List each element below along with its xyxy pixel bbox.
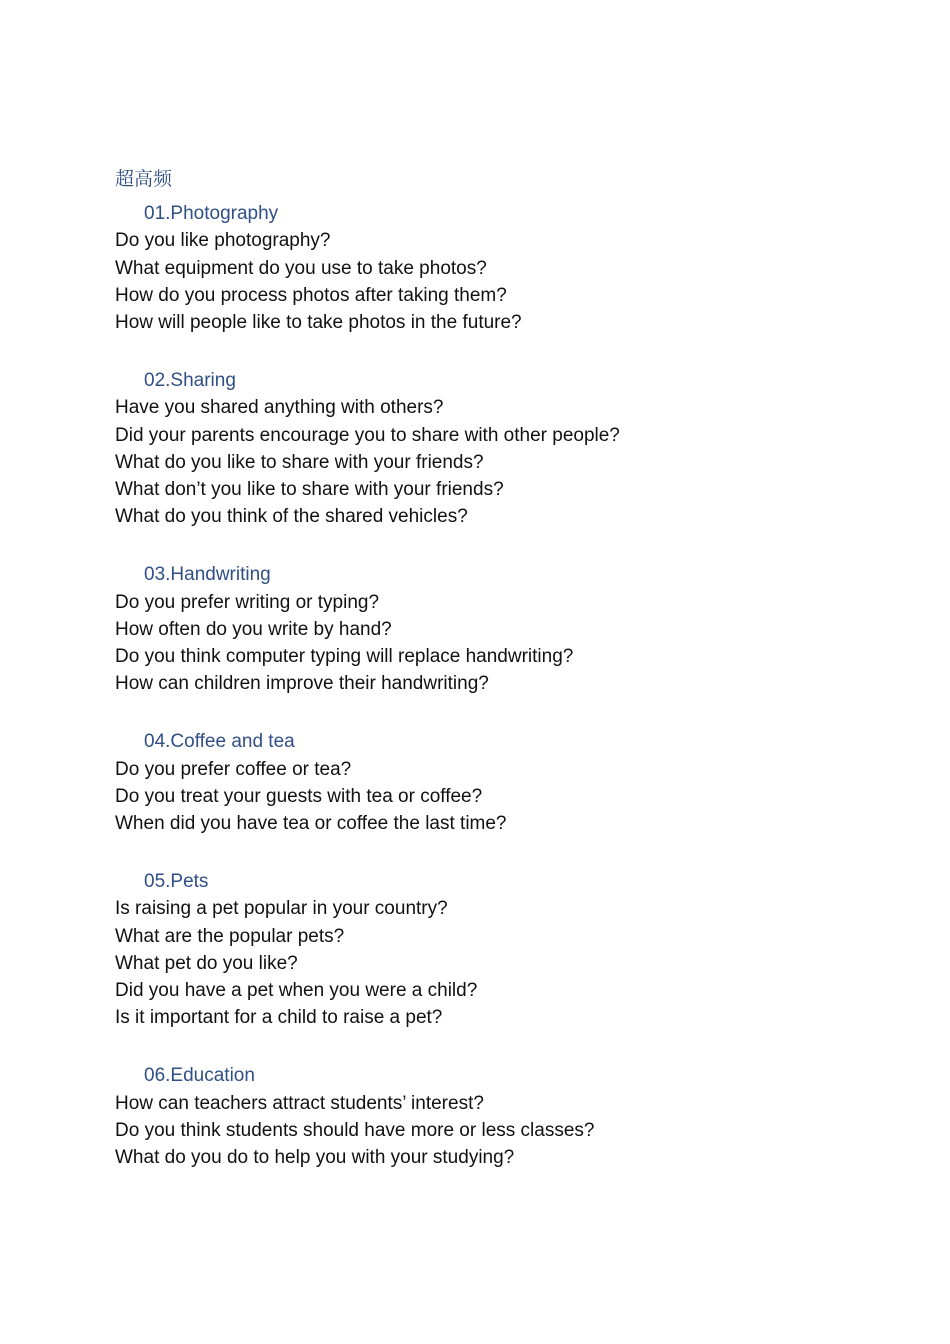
section-heading: 04.Coffee and tea	[144, 731, 295, 753]
question-line: Did your parents encourage you to share with other people?	[115, 424, 620, 446]
question-line: What do you think of the shared vehicles?	[115, 506, 468, 528]
question-line: How can teachers attract students’ interest?	[115, 1092, 484, 1114]
section-coffee-and-tea	[115, 728, 875, 837]
section-photography	[115, 200, 875, 336]
question-line: What pet do you like?	[115, 952, 298, 974]
question-line: When did you have tea or coffee the last time?	[115, 813, 507, 835]
question-line: Is raising a pet popular in your country?	[115, 898, 448, 920]
section-spacer	[115, 837, 875, 868]
section-heading: 05.Pets	[144, 870, 209, 892]
question-line: What don’t you like to share with your friends?	[115, 479, 504, 501]
question-line: How often do you write by hand?	[115, 618, 392, 640]
section-spacer	[115, 531, 875, 562]
question-line: What do you do to help you with your studying?	[115, 1147, 515, 1169]
question-line: How can children improve their handwriting?	[115, 673, 489, 695]
question-line: Have you shared anything with others?	[115, 397, 444, 419]
question-line: What do you like to share with your friends?	[115, 451, 484, 473]
question-line: Do you like photography?	[115, 230, 331, 252]
section-heading: 06.Education	[144, 1065, 255, 1087]
document-content	[115, 166, 875, 1171]
question-line: Do you think students should have more or less classes?	[115, 1119, 595, 1141]
section-education	[115, 1062, 875, 1171]
document-title: 超高频	[115, 169, 173, 190]
section-sharing	[115, 367, 875, 531]
question-line: How do you process photos after taking them?	[115, 284, 507, 306]
section-handwriting	[115, 561, 875, 697]
question-line: Do you prefer writing or typing?	[115, 591, 380, 613]
section-heading: 01.Photography	[144, 203, 279, 224]
question-line: What are the popular pets?	[115, 925, 345, 947]
section-spacer	[115, 1032, 875, 1063]
section-heading: 02.Sharing	[144, 369, 236, 391]
question-line: Did you have a pet when you were a child?	[115, 980, 478, 1002]
question-line: Is it important for a child to raise a pet?	[115, 1007, 443, 1029]
section-pets	[115, 868, 875, 1032]
section-heading: 03.Handwriting	[144, 564, 271, 586]
question-line: Do you treat your guests with tea or coffee?	[115, 785, 483, 807]
question-line: What equipment do you use to take photos?	[115, 257, 487, 279]
question-line: Do you prefer coffee or tea?	[115, 758, 352, 780]
section-spacer	[115, 336, 875, 367]
section-spacer	[115, 698, 875, 729]
question-line: How will people like to take photos in the future?	[115, 312, 522, 334]
question-line: Do you think computer typing will replace handwriting?	[115, 646, 574, 668]
